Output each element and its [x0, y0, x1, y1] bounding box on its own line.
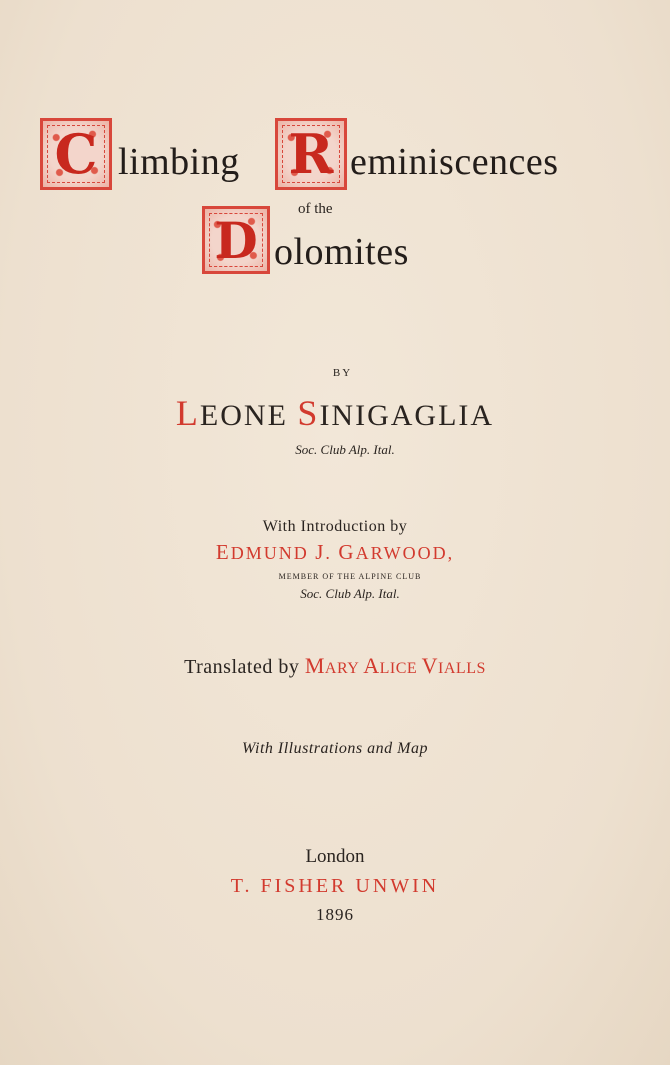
title-word-dolomites: olomites — [274, 231, 409, 273]
imprint-year: 1896 — [316, 905, 354, 924]
title-of-the: of the — [298, 201, 333, 217]
introducer-membership: MEMBER OF THE ALPINE CLUB — [278, 572, 422, 581]
illuminated-initial-r: R — [275, 118, 347, 190]
title-word-climbing: limbing — [118, 141, 240, 183]
introducer-affiliation: Soc. Club Alp. Ital. — [300, 586, 400, 601]
imprint-publisher: T. FISHER UNWIN — [230, 875, 440, 897]
translator-line: Translated by MARY ALICE VIALLS — [184, 653, 486, 678]
imprint-city: London — [305, 846, 365, 867]
introducer-name: EDMUND J. GARWOOD, — [215, 540, 455, 564]
illuminated-initial-d: D — [202, 206, 270, 274]
by-label: BY — [332, 367, 353, 379]
illustrations-note: With Illustrations and Map — [242, 740, 428, 757]
author-affiliation: Soc. Club Alp. Ital. — [295, 442, 395, 457]
introduction-line: With Introduction by — [262, 518, 408, 535]
illuminated-initial-c: C — [40, 118, 112, 190]
title-word-reminiscences: eminiscences — [350, 141, 559, 183]
author-name: LEONE SINIGAGLIA — [175, 393, 495, 433]
